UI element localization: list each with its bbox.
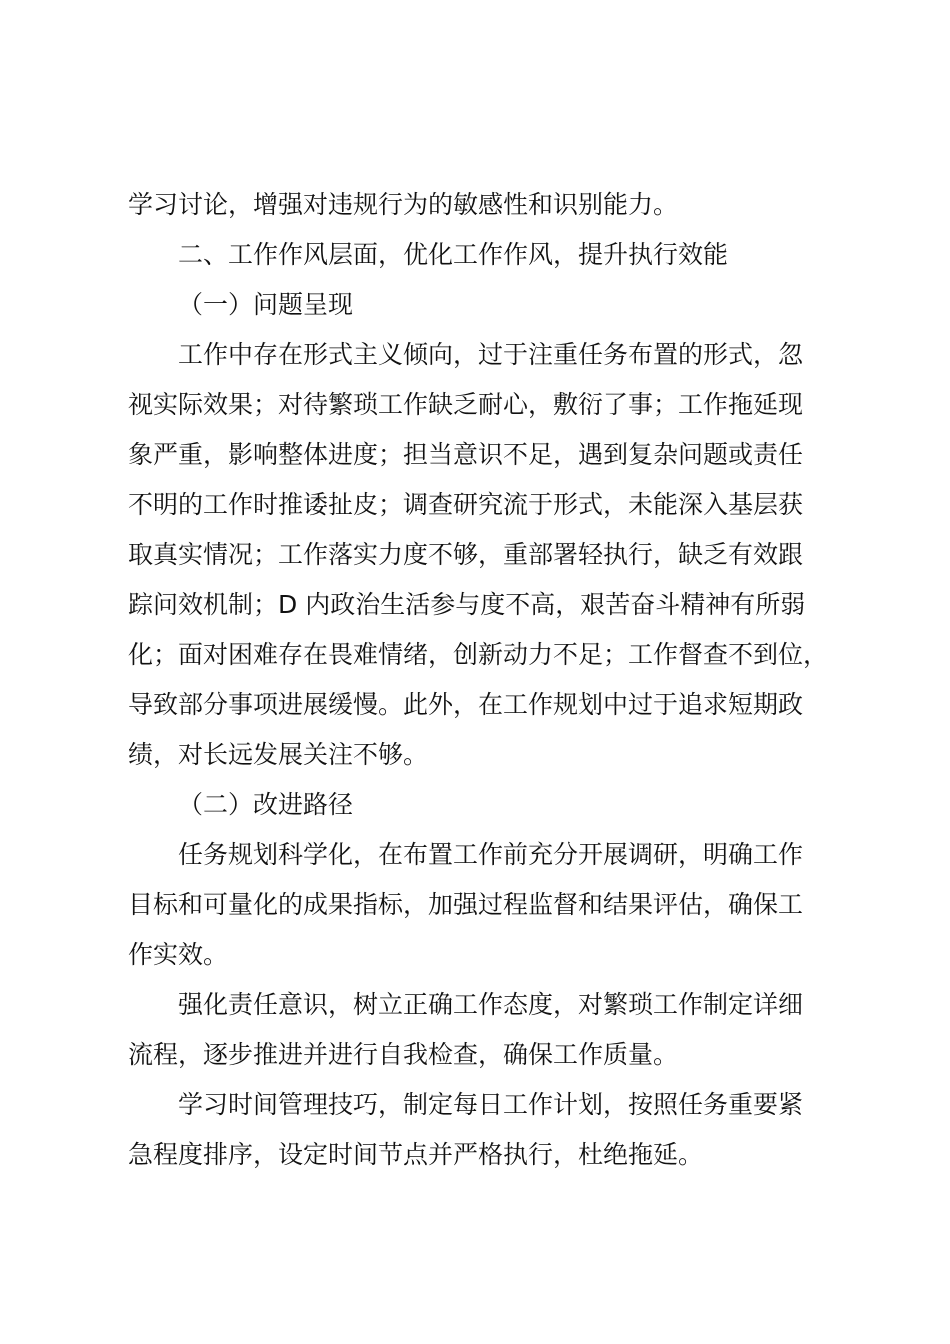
text-line: 目标和可量化的成果指标，加强过程监督和结果评估，确保工 — [128, 890, 804, 919]
text-line: 工作中存在形式主义倾向，过于注重任务布置的形式，忽 — [178, 340, 804, 369]
text-line: 不明的工作时推诿扯皮；调查研究流于形式，未能深入基层获 — [128, 490, 804, 519]
text-line: 踪问效机制；D 内政治生活参与度不高，艰苦奋斗精神有所弱 — [128, 590, 806, 619]
text-line: 作实效。 — [128, 940, 229, 969]
text-line: 视实际效果；对待繁琐工作缺乏耐心，敷衍了事；工作拖延现 — [128, 390, 804, 419]
subsection-heading: （一）问题呈现 — [178, 290, 354, 319]
text-line: 流程，逐步推进并进行自我检查，确保工作质量。 — [128, 1040, 679, 1069]
text-line: 化；面对困难存在畏难情绪，创新动力不足；工作督查不到位， — [128, 640, 829, 669]
text-line: 强化责任意识，树立正确工作态度，对繁琐工作制定详细 — [178, 990, 804, 1019]
text-line: 急程度排序，设定时间节点并严格执行，杜绝拖延。 — [128, 1140, 704, 1169]
subsection-heading: （二）改进路径 — [178, 790, 354, 819]
text-line: 取真实情况；工作落实力度不够，重部署轻执行，缺乏有效跟 — [128, 540, 804, 569]
text-line: 学习时间管理技巧，制定每日工作计划，按照任务重要紧 — [178, 1090, 804, 1119]
text-line: 象严重，影响整体进度；担当意识不足，遇到复杂问题或责任 — [128, 440, 804, 469]
section-heading: 二、工作作风层面，优化工作作风，提升执行效能 — [178, 240, 729, 269]
text-line: 任务规划科学化，在布置工作前充分开展调研，明确工作 — [178, 840, 804, 869]
text-line: 导致部分事项进展缓慢。此外，在工作规划中过于追求短期政 — [128, 690, 804, 719]
text-line: 绩，对长远发展关注不够。 — [128, 740, 429, 769]
text-line: 学习讨论，增强对违规行为的敏感性和识别能力。 — [128, 190, 679, 219]
